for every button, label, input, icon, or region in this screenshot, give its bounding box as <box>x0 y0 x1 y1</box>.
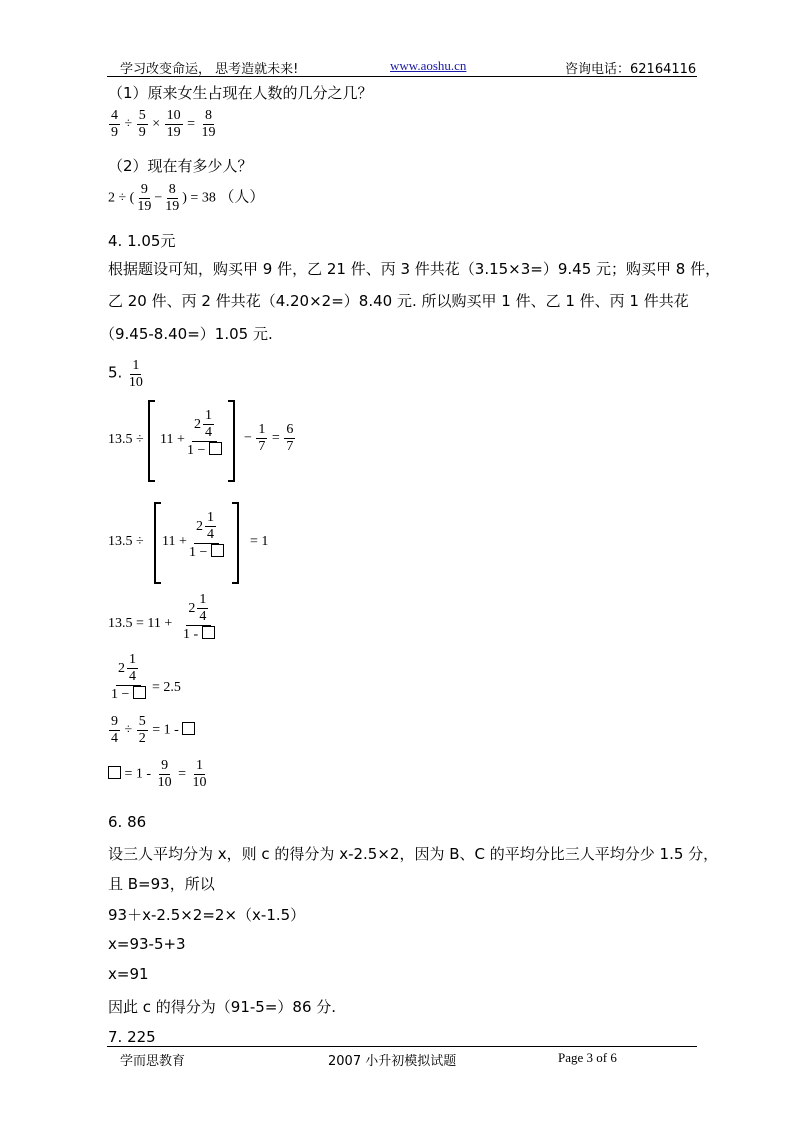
fraction: 2 $\frac{1}{4}$ 1 - <box>181 592 217 643</box>
bracket-left <box>154 502 161 584</box>
fraction: $\frac{10}{19}$ <box>166 108 181 140</box>
q5-step5: $\frac{9}{4}$ ÷ $\frac{5}{2}$ = 1 - <box>108 714 195 747</box>
fraction: $\frac{8}{19}$ <box>165 182 180 214</box>
fraction: 2 $\frac{1}{4}$ 1 − <box>185 408 224 459</box>
header-website-link[interactable]: www.aoshu.cn <box>390 58 467 73</box>
q3-eq1: $\frac{4}{9}$ ÷ $\frac{5}{9}$ × $\frac{10}{19}$ = $\frac{8}{19}$ <box>111 108 216 140</box>
q6-line3: 因此 c 的得分为（91-5=）86 分. <box>108 998 337 1016</box>
q6-line2: 且 B=93，所以 <box>108 875 215 893</box>
q6-eq3: x=91 <box>108 965 149 983</box>
fraction: $\frac{5}{2}$ <box>138 714 146 746</box>
bracket-left <box>148 400 155 482</box>
fraction: $\frac{5}{9}$ <box>138 108 146 140</box>
footer-page: Page 3 of 6 <box>558 1050 617 1065</box>
q6-eq1: 93＋x-2.5×2=2×（x-1.5） <box>108 906 306 924</box>
q5-answer <box>108 358 146 391</box>
blank-box <box>182 722 195 735</box>
blank-box <box>108 766 121 779</box>
q6-eq2: x=93-5+3 <box>108 935 186 953</box>
fraction: $\frac{1}{10}$ <box>192 758 207 790</box>
fraction: $\frac{9}{10}$ <box>157 758 172 790</box>
header-slogan: 学习改变命运， 思考造就未来! <box>120 62 299 77</box>
q5-step6: = 1 - $\frac{9}{10}$ = $\frac{1}{10}$ <box>108 758 209 791</box>
fraction: $\frac{1}{10}$ <box>128 358 143 390</box>
blank-box <box>202 626 215 639</box>
fraction: 2 $\frac{1}{4}$ 1 − <box>187 510 226 561</box>
footer-title: 2007 小升初模拟试题 <box>328 1054 457 1069</box>
q3-sub2: （2）现在有多少人？ <box>108 157 253 175</box>
q5-label: 5. <box>108 363 123 382</box>
q6-answer: 6. 86 <box>108 813 147 831</box>
fraction: $\frac{4}{9}$ <box>111 108 118 140</box>
header-rule <box>107 76 697 77</box>
q4-line3: （9.45-8.40=）1.05 元. <box>100 325 273 343</box>
q3-sub1: （1）原来女生占现在人数的几分之几？ <box>108 84 373 102</box>
fraction: $\frac{1}{7}$ <box>258 422 266 454</box>
header-phone: 咨询电话：62164116 <box>565 62 697 77</box>
q6-line1: 设三人平均分为 x，则 c 的得分为 x-2.5×2，因为 B、C 的平均分比三人平均分少 1.5 分， <box>108 845 719 863</box>
bracket-right <box>232 502 239 584</box>
unit-people: （人） <box>219 187 265 206</box>
blank-box <box>133 686 146 699</box>
blank-box <box>209 442 222 455</box>
q7-answer: 7. 225 <box>108 1028 156 1046</box>
q4-line1: 根据题设可知，购买甲 9 件，乙 21 件、丙 3 件共花（3.15×3=）9.45 元；购买甲 8 件， <box>108 260 721 278</box>
blank-box <box>211 544 224 557</box>
fraction: 2 $\frac{1}{4}$ 1 − <box>109 652 148 703</box>
q4-answer: 4. 1.05元 <box>108 232 176 250</box>
fraction: $\frac{9}{19}$ <box>137 182 152 214</box>
fraction: $\frac{9}{4}$ <box>111 714 118 746</box>
fraction: $\frac{8}{19}$ <box>201 108 216 140</box>
fraction: $\frac{6}{7}$ <box>286 422 294 454</box>
q4-line2: 乙 20 件、丙 2 件共花（4.20×2=）8.40 元. 所以购买甲 1 件、乙 1 件、丙 1 件共花 <box>108 292 689 310</box>
q3-eq2: 2 ÷ ( $\frac{9}{19}$ − $\frac{8}{19}$ ) = 38 （人） <box>108 182 265 214</box>
footer-rule <box>107 1046 697 1047</box>
footer-org: 学而思教育 <box>120 1054 186 1069</box>
bracket-right <box>228 400 235 482</box>
